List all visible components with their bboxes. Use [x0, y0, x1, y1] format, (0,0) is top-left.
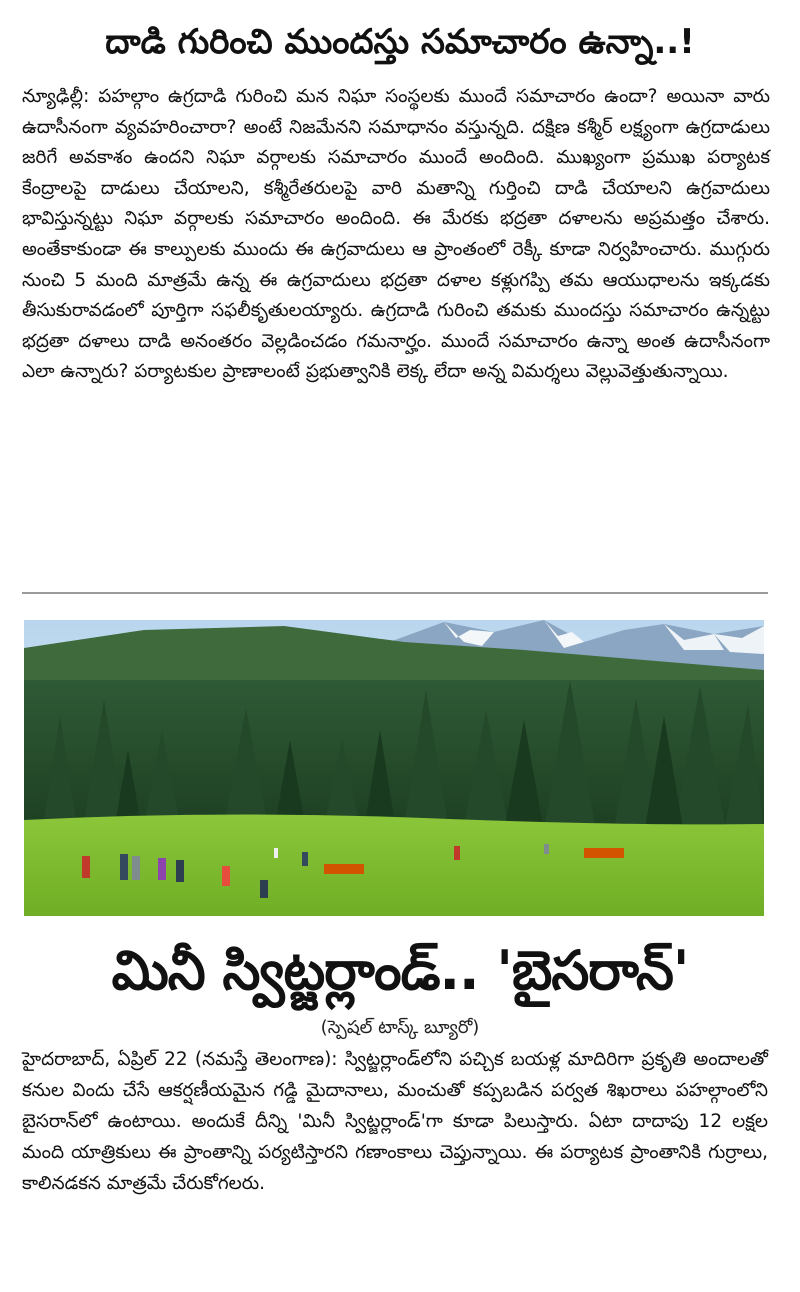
headline-mini-switzerland: మినీ స్విట్జర్లాండ్.. 'బైసరాన్'	[111, 939, 689, 1002]
article-body-baisaran: హైదరాబాద్, ఏప్రిల్ 22 (నమస్తే తెలంగాణ): స్విట్జర్లాండ్‌లోని పచ్చిక బయళ్ల మాదిరిగా ప్రకృతి అందాలతో కనుల విందు చేసే ఆకర్షణీయమైన గడ్డి మైదానాలు, మంచుతో కప్పబడిన పర్వత శిఖరాలు పహల్గాంలోని బైసరాన్‌లో ఉంటాయి. అందుకే దీన్ని 'మినీ స్విట్జర్లాండ్'గా కూడా పిలుస్తారు. ఏటా దాదాపు 12 లక్షల మంది యాత్రికులు ఈ ప్రాంతాన్ని పర్యటిస్తారని గణాంకాలు చెప్తున్నాయి. ఈ పర్యాటక ప్రాంతానికి గుర్రాలు, కాలినడకన మాత్రమే చేరుకోగలరు.	[22, 1049, 768, 1194]
baisaran-meadow-photo	[24, 620, 764, 916]
article-body-intelligence: న్యూఢిల్లీ: పహల్గాం ఉగ్రదాడి గురించి మన నిఘా సంస్థలకు ముందే సమాచారం ఉందా? అయినా వారు ఉదాసీనంగా వ్యవహరించారా? అంటే నిజమేనని సమాధానం వస్తున్నది. దక్షిణ కశ్మీర్ లక్ష్యంగా ఉగ్రదాడులు జరిగే అవకాశం ఉందని నిఘా వర్గాలకు సమాచారం ముందే అందింది. ముఖ్యంగా ప్రముఖ పర్యాటక కేంద్రాలపై దాడులు చేయాలని, కశ్మీరేతరులపై వారి మతాన్ని గుర్తించి దాడి చేయాలని ఉగ్రవాదులు భావిస్తున్నట్టు నిఘా వర్గాలకు సమాచారం అందింది. ఈ మేరకు భద్రతా దళాలను అప్రమత్తం చేశారు. అంతేకాకుండా ఈ కాల్పులకు ముందు ఈ ఉగ్రవాదులు ఆ ప్రాంతంలో రెక్కీ కూడా నిర్వహించారు. ముగ్గురు నుంచి 5 మంది మాత్రమే ఉన్న ఈ ఉగ్రవాదులు భద్రతా దళాల కళ్లుగప్పి తమ ఆయుధాలను ఇక్కడకు తీసుకురావడంలో పూర్తిగా సఫలీకృతులయ్యారు. ఉగ్రదాడి గురించి తమకు ముందస్తు సమాచారం ఉన్నట్టు భద్రతా దళాలు దాడి అనంతరం వెల్లడించడం గమనార్హం. ముందే సమాచారం ఉన్నా అంత ఉదాసీనంగా ఎలా ఉన్నారు? పర్యాటకుల ప్రాణాలంటే ప్రభుత్వానికి లెక్క లేదా అన్న విమర్శలు వెల్లువెత్తుతున్నాయి.	[22, 86, 770, 383]
byline: (స్పెషల్ టాస్క్ బ్యూరో)	[320, 1017, 480, 1038]
section-divider	[22, 592, 768, 594]
headline-intelligence-warning: దాడి గురించి ముందస్తు సమాచారం ఉన్నా..!	[105, 22, 695, 62]
